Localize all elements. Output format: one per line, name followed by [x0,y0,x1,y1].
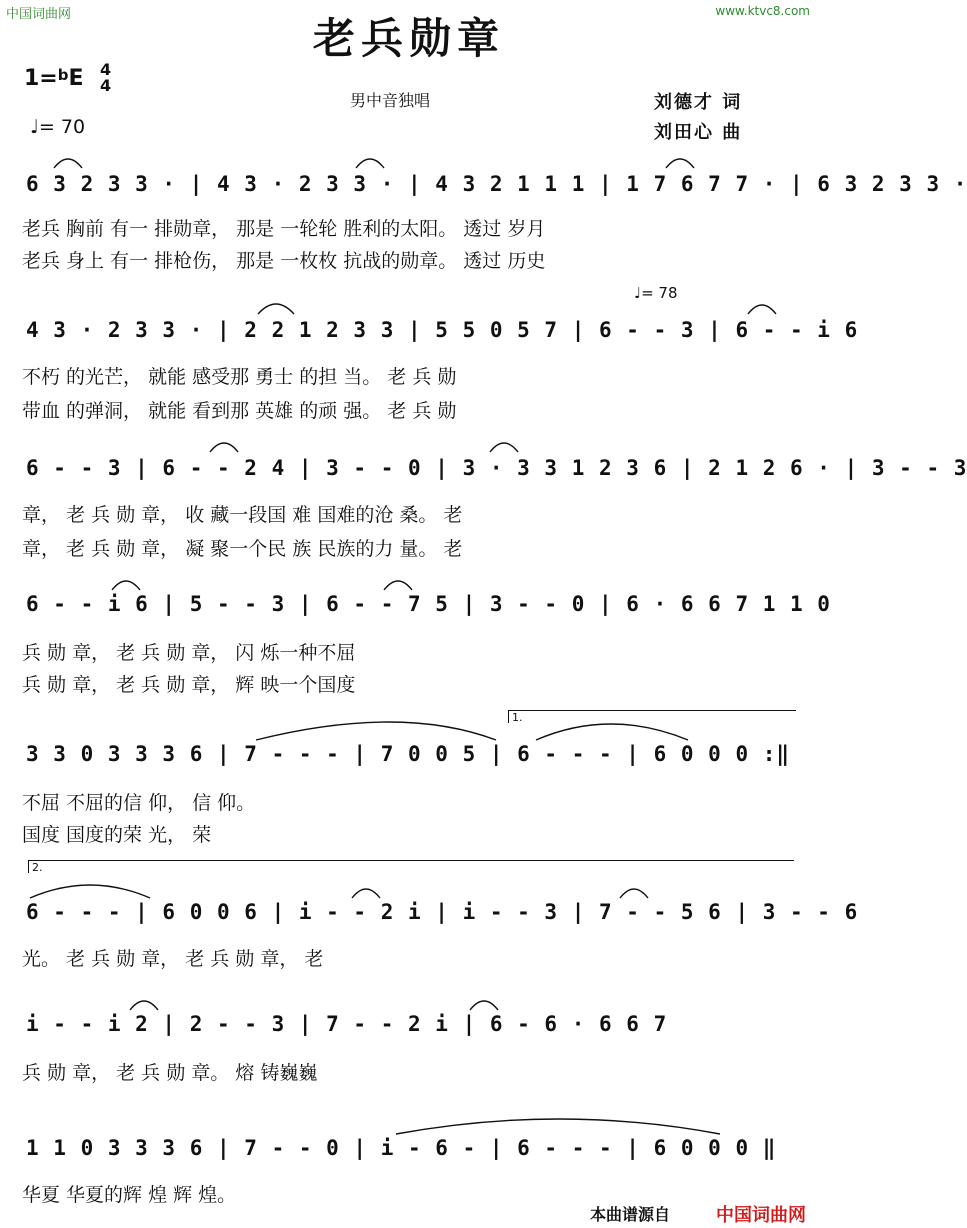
notation-line-2: 4 3 · 2 3 3 · | 2 2 1 2 3 3 | 5 5 0 5 7 | 6 - - 3 | 6 - - i 6 [26,318,859,342]
lyrics-line-4-verse-2: 兵 勋 章， 老 兵 勋 章， 辉 映一个国度 [22,674,356,696]
watermark-top-right: www.ktvc8.com [715,4,810,18]
slur [470,1001,498,1010]
tempo-marking: ♩= 70 [30,116,86,138]
lyrics-line-2-verse-1: 不朽 的光芒， 就能 感受那 勇士 的担 当。 老 兵 勋 [22,366,457,388]
lyricist-credit: 刘德才 词 [654,92,743,113]
slur [384,581,412,590]
lyrics-line-3-verse-1: 章， 老 兵 勋 章， 收 藏一段国 难 国难的沧 桑。 老 [22,504,463,526]
lyrics-line-3-verse-2: 章， 老 兵 勋 章， 凝 聚一个民 族 民族的力 量。 老 [22,538,463,560]
lyrics-line-2-verse-2: 带血 的弹洞， 就能 看到那 英雄 的顽 强。 老 兵 勋 [22,400,457,422]
slur [536,724,688,740]
volta-bracket-1: 1. [508,710,796,723]
lyrics-line-4-verse-1: 兵 勋 章， 老 兵 勋 章， 闪 烁一种不屈 [22,642,356,664]
slur [210,443,238,452]
slur [54,159,82,168]
lyrics-line-8: 华夏 华夏的辉 煌 辉 煌。 [22,1184,237,1206]
notation-line-4: 6 - - i 6 | 5 - - 3 | 6 - - 7 5 | 3 - - 0 | 6 · 6 6 7 1 1 0 [26,592,831,616]
watermark-top-left: 中国词曲网 [6,7,72,22]
slur [748,305,776,314]
slur [30,885,150,898]
volta-bracket-2: 2. [28,860,794,873]
key-signature: 1=$^b$E [24,66,84,91]
composer-credit: 刘田心 曲 [654,122,743,143]
slur [666,159,694,168]
source-site-watermark: 中国词曲网 [716,1205,806,1226]
time-signature: 4 4 [100,60,112,95]
lyrics-line-7: 兵 勋 章， 老 兵 勋 章。 熔 铸巍巍 [22,1062,318,1084]
performance-note: 男中音独唱 [350,91,431,110]
song-title: 老兵勋章 [312,14,505,63]
slur [112,581,140,590]
slur [356,159,384,168]
lyrics-line-1-verse-2: 老兵 身上 有一 排枪伤， 那是 一枚枚 抗战的勋章。 透过 历史 [22,250,546,272]
notation-line-6: 6 - - - | 6 0 0 6 | i - - 2 i | i - - 3 | 7 - - 5 6 | 3 - - 6 [26,900,859,924]
source-note: 本曲谱源自 [590,1205,671,1224]
notation-line-7: i - - i 2 | 2 - - 3 | 7 - - 2 i | 6 - 6 · 6 6 7 [26,1012,668,1036]
notation-line-1: 6 3 2 3 3 · | 4 3 · 2 3 3 · | 4 3 2 1 1 1 | 1 7 6 7 7 · | 6 3 2 3 3 · [26,172,967,196]
lyrics-line-1-verse-1: 老兵 胸前 有一 排勋章， 那是 一轮轮 胜利的太阳。 透过 岁月 [22,218,546,240]
slur [256,722,496,740]
slur [490,443,518,452]
tempo-change: ♩= 78 [634,284,678,302]
notation-line-5: 3 3 0 3 3 3 6 | 7 - - - | 7 0 0 5 | 6 - - - | 6 0 0 0 :‖ [26,742,791,766]
lyrics-line-5-verse-1: 不屈 不屈的信 仰， 信 仰。 [22,792,256,814]
slur [352,889,380,898]
lyrics-line-5-verse-2: 国度 国度的荣 光， 荣 [22,824,212,846]
lyrics-line-6: 光。 老 兵 勋 章， 老 兵 勋 章， 老 [22,948,324,970]
slur [130,1001,158,1010]
slur [620,889,648,898]
notation-line-3: 6 - - 3 | 6 - - 2 4 | 3 - - 0 | 3 · 3 3 1 2 3 6 | 2 1 2 6 · | 3 - - 3 [26,456,967,480]
notation-line-8: 1 1 0 3 3 3 6 | 7 - - 0 | i - 6 - | 6 - - - | 6 0 0 0 ‖ [26,1136,777,1160]
slur [258,304,294,314]
slur [396,1119,720,1134]
